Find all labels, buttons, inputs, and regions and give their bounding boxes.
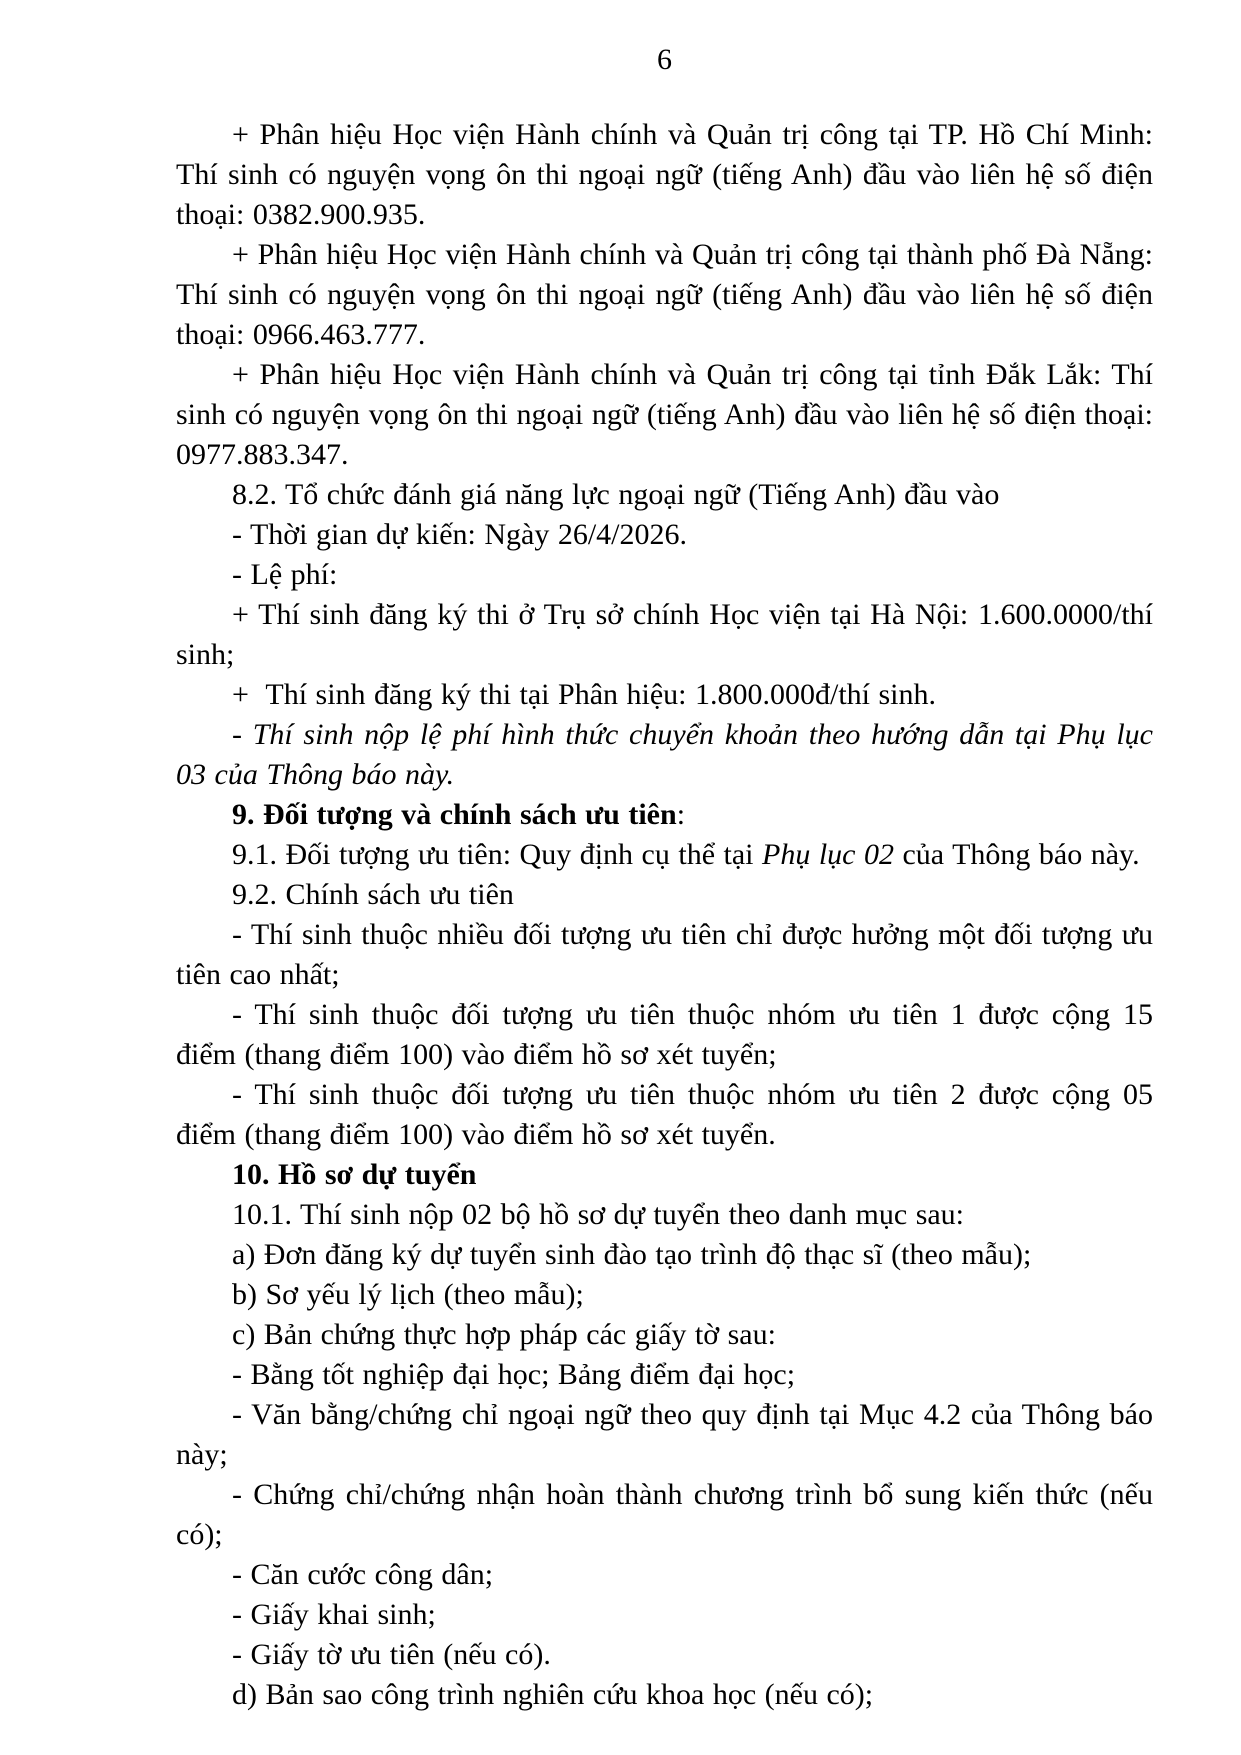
para-item-a bbox=[176, 1235, 1153, 1275]
document-body bbox=[176, 115, 1153, 1715]
text-run: - Căn cước công dân; bbox=[232, 1558, 494, 1591]
para-fee-transfer-note bbox=[176, 715, 1153, 795]
para-item-d bbox=[176, 1675, 1153, 1715]
para-fee-label bbox=[176, 555, 1153, 595]
text-run: - Giấy tờ ưu tiên (nếu có). bbox=[232, 1638, 551, 1671]
para-exam-date bbox=[176, 515, 1153, 555]
heading-9 bbox=[176, 795, 1153, 835]
text-run: d) Bản sao công trình nghiên cứu khoa học (nếu có); bbox=[232, 1678, 874, 1711]
para-priority-highest bbox=[176, 915, 1153, 995]
text-run: 10. Hồ sơ dự tuyển bbox=[232, 1158, 477, 1191]
text-run: Phụ lục 02 bbox=[762, 838, 894, 871]
text-run: - Thí sinh thuộc đối tượng ưu tiên thuộc nhóm ưu tiên 2 được cộng 05 điểm (thang điểm 100) vào điểm hồ sơ xét tuyển. bbox=[176, 1078, 1153, 1151]
text-run: - Giấy khai sinh; bbox=[232, 1598, 436, 1631]
text-run: 9.2. Chính sách ưu tiên bbox=[232, 878, 514, 911]
text-run: - Thí sinh thuộc nhiều đối tượng ưu tiên chỉ được hưởng một đối tượng ưu tiên cao nhất; bbox=[176, 918, 1153, 991]
para-priority-group2 bbox=[176, 1075, 1153, 1155]
text-run: - Thí sinh nộp lệ phí hình thức chuyển khoản theo hướng dẫn tại Phụ lục 03 của Thông báo này. bbox=[176, 718, 1153, 791]
text-run: - Chứng chỉ/chứng nhận hoàn thành chương trình bổ sung kiến thức (nếu có); bbox=[176, 1478, 1153, 1551]
para-item-c bbox=[176, 1315, 1153, 1355]
text-run: c) Bản chứng thực hợp pháp các giấy tờ sau: bbox=[232, 1318, 776, 1351]
text-run: - Văn bằng/chứng chỉ ngoại ngữ theo quy định tại Mục 4.2 của Thông báo này; bbox=[176, 1398, 1153, 1471]
text-run: 10.1. Thí sinh nộp 02 bộ hồ sơ dự tuyển theo danh mục sau: bbox=[232, 1198, 965, 1231]
para-item-c-birthcert bbox=[176, 1595, 1153, 1635]
para-item-c-supplement bbox=[176, 1475, 1153, 1555]
text-run: b) Sơ yếu lý lịch (theo mẫu); bbox=[232, 1278, 584, 1311]
para-9-2 bbox=[176, 875, 1153, 915]
heading-8-2 bbox=[176, 475, 1153, 515]
para-fee-hanoi bbox=[176, 595, 1153, 675]
para-10-1 bbox=[176, 1195, 1153, 1235]
text-run: + Phân hiệu Học viện Hành chính và Quản trị công tại thành phố Đà Nẵng: Thí sinh có nguyện vọng ôn thi ngoại ngữ (tiếng Anh) đầu vào liên hệ số điện thoại: 0966.463.777. bbox=[176, 238, 1153, 351]
para-9-1 bbox=[176, 835, 1153, 875]
para-branch-danang bbox=[176, 235, 1153, 355]
text-run: + Phân hiệu Học viện Hành chính và Quản trị công tại TP. Hồ Chí Minh: Thí sinh có nguyện vọng ôn thi ngoại ngữ (tiếng Anh) đầu vào liên hệ số điện thoại: 0382.900.935. bbox=[176, 118, 1153, 231]
text-run: a) Đơn đăng ký dự tuyển sinh đào tạo trình độ thạc sĩ (theo mẫu); bbox=[232, 1238, 1032, 1271]
text-run: - Lệ phí: bbox=[232, 558, 338, 591]
text-run: + Thí sinh đăng ký thi ở Trụ sở chính Học viện tại Hà Nội: 1.600.0000/thí sinh; bbox=[176, 598, 1153, 671]
text-run: + Phân hiệu Học viện Hành chính và Quản trị công tại tỉnh Đắk Lắk: Thí sinh có nguyện vọng ôn thi ngoại ngữ (tiếng Anh) đầu vào liên hệ số điện thoại: 0977.883.347. bbox=[176, 358, 1153, 471]
text-run: 8.2. Tổ chức đánh giá năng lực ngoại ngữ (Tiếng Anh) đầu vào bbox=[232, 478, 1000, 511]
text-run: - Bằng tốt nghiệp đại học; Bảng điểm đại học; bbox=[232, 1358, 796, 1391]
text-run: của Thông báo này. bbox=[893, 838, 1140, 871]
para-priority-group1 bbox=[176, 995, 1153, 1075]
para-branch-hcm bbox=[176, 115, 1153, 235]
text-run: + Thí sinh đăng ký thi tại Phân hiệu: 1.800.000đ/thí sinh. bbox=[232, 678, 937, 711]
para-item-b bbox=[176, 1275, 1153, 1315]
text-run: 9.1. Đối tượng ưu tiên: Quy định cụ thể tại bbox=[232, 838, 762, 871]
para-item-c-degree bbox=[176, 1355, 1153, 1395]
para-item-c-priority-doc bbox=[176, 1635, 1153, 1675]
heading-10 bbox=[176, 1155, 1153, 1195]
para-fee-branch bbox=[176, 675, 1153, 715]
text-run: - Thí sinh thuộc đối tượng ưu tiên thuộc nhóm ưu tiên 1 được cộng 15 điểm (thang điểm 100) vào điểm hồ sơ xét tuyển; bbox=[176, 998, 1153, 1071]
page-number: 6 bbox=[657, 43, 672, 76]
text-run: - Thời gian dự kiến: Ngày 26/4/2026. bbox=[232, 518, 688, 551]
text-run: 9. Đối tượng và chính sách ưu tiên bbox=[232, 798, 677, 831]
text-run: : bbox=[676, 798, 686, 831]
para-item-c-language bbox=[176, 1395, 1153, 1475]
para-item-c-idcard bbox=[176, 1555, 1153, 1595]
para-branch-daklak bbox=[176, 355, 1153, 475]
